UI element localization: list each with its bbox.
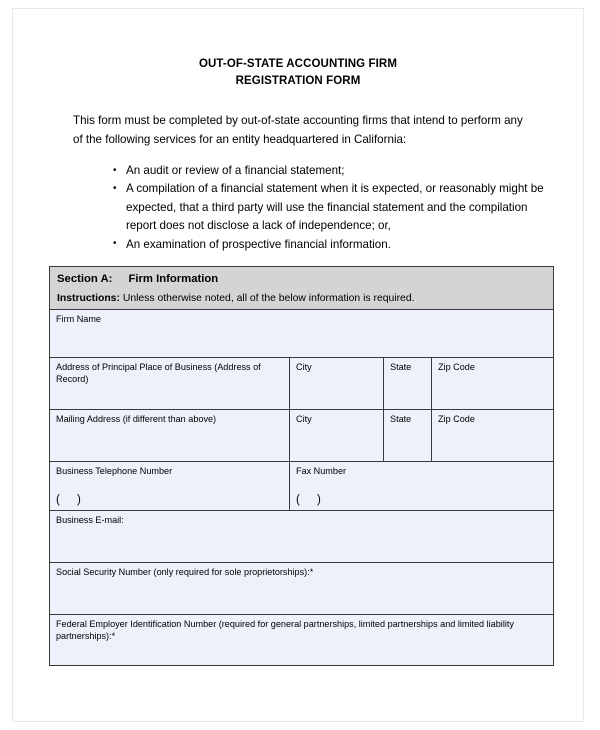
field-label: Federal Employer Identification Number (required for general partnerships, limited partnerships and limited liability partnerships):* — [56, 619, 514, 641]
section-name: Firm Information — [128, 273, 219, 285]
services-list — [13, 162, 583, 254]
field-business-telephone[interactable] — [50, 462, 290, 510]
field-business-email[interactable] — [50, 511, 553, 562]
field-principal-zip[interactable] — [432, 358, 553, 409]
title-line-1: OUT-OF-STATE ACCOUNTING FIRM — [198, 58, 398, 70]
section-header-band — [50, 267, 553, 310]
field-label: State — [390, 414, 412, 424]
table-row — [50, 410, 553, 462]
field-label: City — [296, 362, 312, 372]
field-mailing-zip[interactable] — [432, 410, 553, 461]
field-federal-employer-id[interactable] — [50, 615, 553, 665]
field-fax-number[interactable] — [290, 462, 553, 510]
list-item: • An audit or review of a financial statement; — [113, 162, 547, 180]
field-label: Firm Name — [56, 314, 101, 324]
field-label: Mailing Address (if different than above) — [56, 414, 217, 424]
fax-area-code-placeholder: ( ) — [296, 494, 328, 506]
section-label: Section A: — [57, 273, 113, 285]
field-label: Zip Code — [438, 362, 475, 372]
field-label: Social Security Number (only required for sole proprietorships):* — [56, 567, 314, 577]
field-principal-address[interactable] — [50, 358, 290, 409]
instructions-label: Instructions: — [57, 293, 120, 304]
table-row — [50, 358, 553, 410]
field-label: City — [296, 414, 312, 424]
instructions-line — [50, 289, 553, 309]
page-title — [13, 9, 583, 90]
field-mailing-state[interactable] — [384, 410, 432, 461]
table-row — [50, 563, 553, 615]
field-label: Address of Principal Place of Business (Address of Record) — [56, 362, 261, 384]
intro-paragraph: This form must be completed by out-of-state accounting firms that intend to perform any of the following services for an entity headquartered in California: — [73, 114, 523, 146]
telephone-area-code-placeholder: ( ) — [56, 494, 88, 506]
field-label: Business Telephone Number — [56, 466, 173, 476]
table-row — [50, 615, 553, 665]
table-row — [50, 462, 553, 511]
list-item: • An examination of prospective financial information. — [113, 236, 547, 254]
title-line-2: REGISTRATION FORM — [235, 75, 361, 87]
table-row — [50, 511, 553, 563]
instructions-text: Unless otherwise noted, all of the below information is required. — [122, 293, 415, 304]
field-mailing-address[interactable] — [50, 410, 290, 461]
field-label: Business E-mail: — [56, 515, 124, 525]
firm-information-table — [49, 266, 554, 666]
field-social-security-number[interactable] — [50, 563, 553, 614]
document-page — [12, 8, 584, 722]
field-label: State — [390, 362, 412, 372]
field-mailing-city[interactable] — [290, 410, 384, 461]
field-firm-name[interactable] — [50, 310, 553, 357]
section-a-heading — [50, 267, 553, 289]
list-item: • A compilation of a financial statement when it is expected, or reasonably might be expected, that a third party will use the financial statement and the compilation report does not disclose a lack of independence; or, — [113, 180, 547, 235]
table-row — [50, 310, 553, 358]
field-label: Fax Number — [296, 466, 347, 476]
field-principal-city[interactable] — [290, 358, 384, 409]
field-principal-state[interactable] — [384, 358, 432, 409]
field-label: Zip Code — [438, 414, 475, 424]
